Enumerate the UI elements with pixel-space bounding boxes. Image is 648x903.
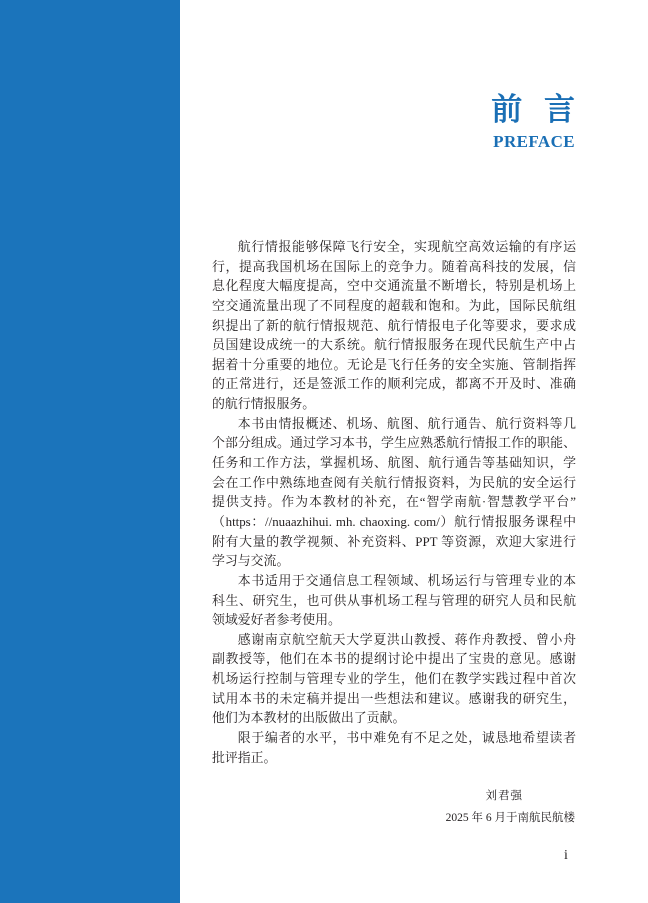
author-signature: 刘君强 [485,790,523,802]
paragraph-line: 据着十分重要的地位。无论是飞行任务的安全实施、管制指挥 [212,357,576,372]
paragraph-line: 的正常进行，还是签派工作的顺利完成，都离不开及时、准确 [212,377,576,392]
paragraph-5 [212,729,576,768]
side-color-band [0,0,180,903]
paragraph-line: 本书适用于交通信息工程领域、机场运行与管理专业的本 [237,573,576,588]
paragraph-line-url: （https：//nuaazhihui. mh. chaoxing. com/）航行情报服务课程中 [212,514,576,529]
paragraph-line: 空交通流量出现了不同程度的超载和饱和。为此，国际民航组 [212,298,576,313]
paragraph-line: 行，提高我国机场在国际上的竞争力。随着高科技的发展，信 [212,259,576,274]
paragraph-line: 息化程度大幅度提高，空中交通流量不断增长，特别是机场上 [212,279,576,294]
paragraph-line: 附有大量的教学视频、补充资料、PPT 等资源，欢迎大家进行 [212,534,576,549]
paragraph-3 [212,572,576,631]
paragraph-line: 感谢南京航空航天大学夏洪山教授、蒋作舟教授、曾小舟 [237,632,576,647]
paragraph-line: 本书由情报概述、机场、航图、航行通告、航行资料等几 [237,416,576,431]
paragraph-line: 个部分组成。通过学习本书，学生应熟悉航行情报工作的职能、 [212,436,576,451]
paragraph-line: 提供支持。作为本教材的补充，在“智学南航·智慧教学平台” [212,495,576,510]
paragraph-line: 机场运行控制与管理专业的学生，他们在教学实践过程中首次 [212,672,576,687]
paragraph-line: 员国建设成统一的大系统。航行情报服务在现代民航生产中占 [212,338,576,353]
paragraph-line: 他们为本教材的出版做出了贡献。 [212,711,406,726]
preface-body [212,238,576,768]
signature-date-place: 2025 年 6 月于南航民航楼 [445,812,575,824]
page-subtitle: PREFACE [493,132,575,151]
paragraph-line: 会在工作中熟练地查阅有关航行情报资料，为民航的安全运行 [212,475,576,490]
paragraph-line: 批评指正。 [212,750,277,765]
paragraph-2 [212,415,576,572]
paragraph-line: 领域爱好者参考使用。 [212,613,341,628]
paragraph-line: 任务和工作方法，掌握机场、航图、航行通告等基础知识，学 [212,456,576,471]
paragraph-line: 限于编者的水平，书中难免有不足之处，诚恳地希望读者 [237,731,576,746]
paragraph-1 [212,238,576,415]
paragraph-line: 副教授等，他们在本书的提纲讨论中提出了宝贵的意见。感谢 [212,652,576,667]
paragraph-line: 的航行情报服务。 [212,397,316,412]
paragraph-line: 科生、研究生，也可供从事机场工程与管理的研究人员和民航 [212,593,576,608]
paragraph-line: 织提出了新的航行情报规范、航行情报电子化等要求，要求成 [212,318,576,333]
paragraph-4 [212,631,576,729]
paragraph-line: 学习与交流。 [212,554,290,569]
page-number: i [564,848,568,863]
paragraph-line: 航行情报能够保障飞行安全，实现航空高效运输的有序运 [237,240,576,254]
paragraph-line: 试用本书的未定稿并提出一些想法和建议。感谢我的研究生， [212,691,576,706]
page-title: 前 言 [491,92,582,127]
